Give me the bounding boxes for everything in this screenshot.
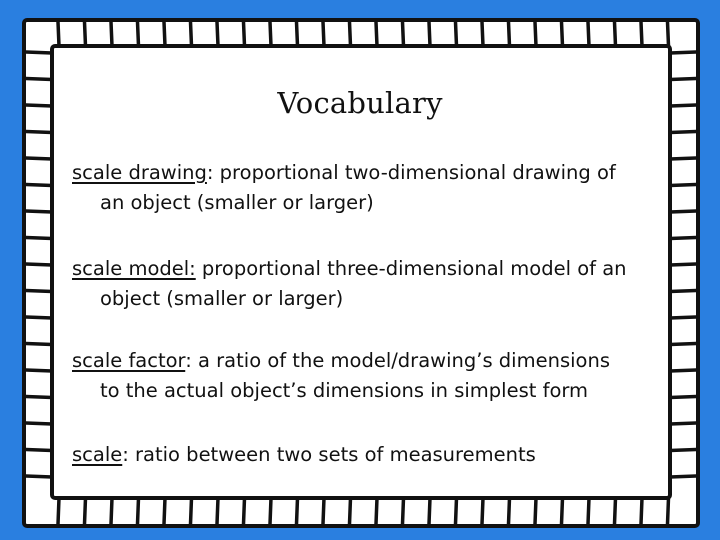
vocab-definition: proportional three-dimensional model of an [195,257,627,280]
vocab-definition: ratio between two sets of measurements [128,443,536,466]
border-tick [323,22,324,46]
border-tick [138,22,139,46]
border-tick [403,498,404,524]
border-tick [350,22,351,46]
border-tick [562,498,563,524]
vocab-term: scale [72,443,123,466]
border-tick [164,498,165,524]
border-tick [670,264,696,265]
border-tick [244,498,245,524]
border-tick [26,476,52,477]
border-tick [85,22,86,46]
border-tick [191,498,192,524]
vocab-term: scale factor [72,349,186,372]
border-tick [482,22,483,46]
border-tick [670,370,696,371]
vocab-entry-scale-model [72,254,672,314]
border-tick [297,22,298,46]
border-tick [670,158,696,159]
border-tick [588,22,589,46]
border-tick [58,22,59,46]
border-tick [429,498,430,524]
vocab-separator: : [122,443,129,466]
border-tick [429,22,430,46]
border-tick [403,22,404,46]
vocab-separator: : [185,349,192,372]
border-tick [641,498,642,524]
border-tick [509,498,510,524]
border-tick [26,344,52,345]
border-tick [376,498,377,524]
border-tick [26,158,52,159]
border-tick [668,22,669,46]
vocab-definition: a ratio of the model/drawing’s dimensions [191,349,610,372]
border-tick [217,498,218,524]
border-tick [615,22,616,46]
border-tick [562,22,563,46]
border-tick [615,498,616,524]
border-tick [297,498,298,524]
vocab-definition-continued: object (smaller or larger) [100,287,344,310]
border-tick [670,238,696,239]
border-tick [670,79,696,80]
vocab-entry-scale-drawing [72,158,672,218]
border-tick [641,22,642,46]
border-tick [26,52,52,53]
border-tick [670,476,696,477]
border-tick [26,317,52,318]
vocab-entry-scale [72,440,672,470]
border-tick [26,370,52,371]
border-tick [26,291,52,292]
border-tick [670,423,696,424]
border-tick [482,498,483,524]
border-tick [670,397,696,398]
border-tick [26,211,52,212]
border-tick [85,498,86,524]
border-tick [217,22,218,46]
border-tick [244,22,245,46]
border-tick [111,22,112,46]
border-tick [26,238,52,239]
border-tick [26,79,52,80]
border-tick [670,132,696,133]
border-tick [535,498,536,524]
vocab-definition-continued: an object (smaller or larger) [100,191,374,214]
border-tick [670,291,696,292]
border-tick [26,423,52,424]
vocab-definition-continued: to the actual object’s dimensions in simplest form [100,379,589,402]
border-tick [668,498,669,524]
border-tick [270,498,271,524]
border-tick [26,397,52,398]
border-tick [509,22,510,46]
border-tick [26,185,52,186]
vocab-definition: proportional two-dimensional drawing of [213,161,616,184]
border-tick [535,22,536,46]
border-tick [670,211,696,212]
border-tick [350,498,351,524]
border-tick [191,22,192,46]
border-tick [456,498,457,524]
vocab-separator: : [206,161,214,184]
border-tick [164,22,165,46]
vocab-term: scale model: [72,257,196,280]
border-tick [138,498,139,524]
border-tick [26,132,52,133]
border-tick [670,52,696,53]
border-tick [111,498,112,524]
border-tick [456,22,457,46]
border-tick [588,498,589,524]
border-tick [376,22,377,46]
border-tick [323,498,324,524]
border-tick [26,264,52,265]
border-tick [26,450,52,451]
border-tick [670,450,696,451]
border-tick [670,317,696,318]
slide-title: Vocabulary [277,86,443,120]
border-tick [270,22,271,46]
border-tick [670,185,696,186]
vocab-term: scale drawing [72,161,207,184]
border-tick [58,498,59,524]
border-tick [670,344,696,345]
vocab-entry-scale-factor [72,346,672,406]
